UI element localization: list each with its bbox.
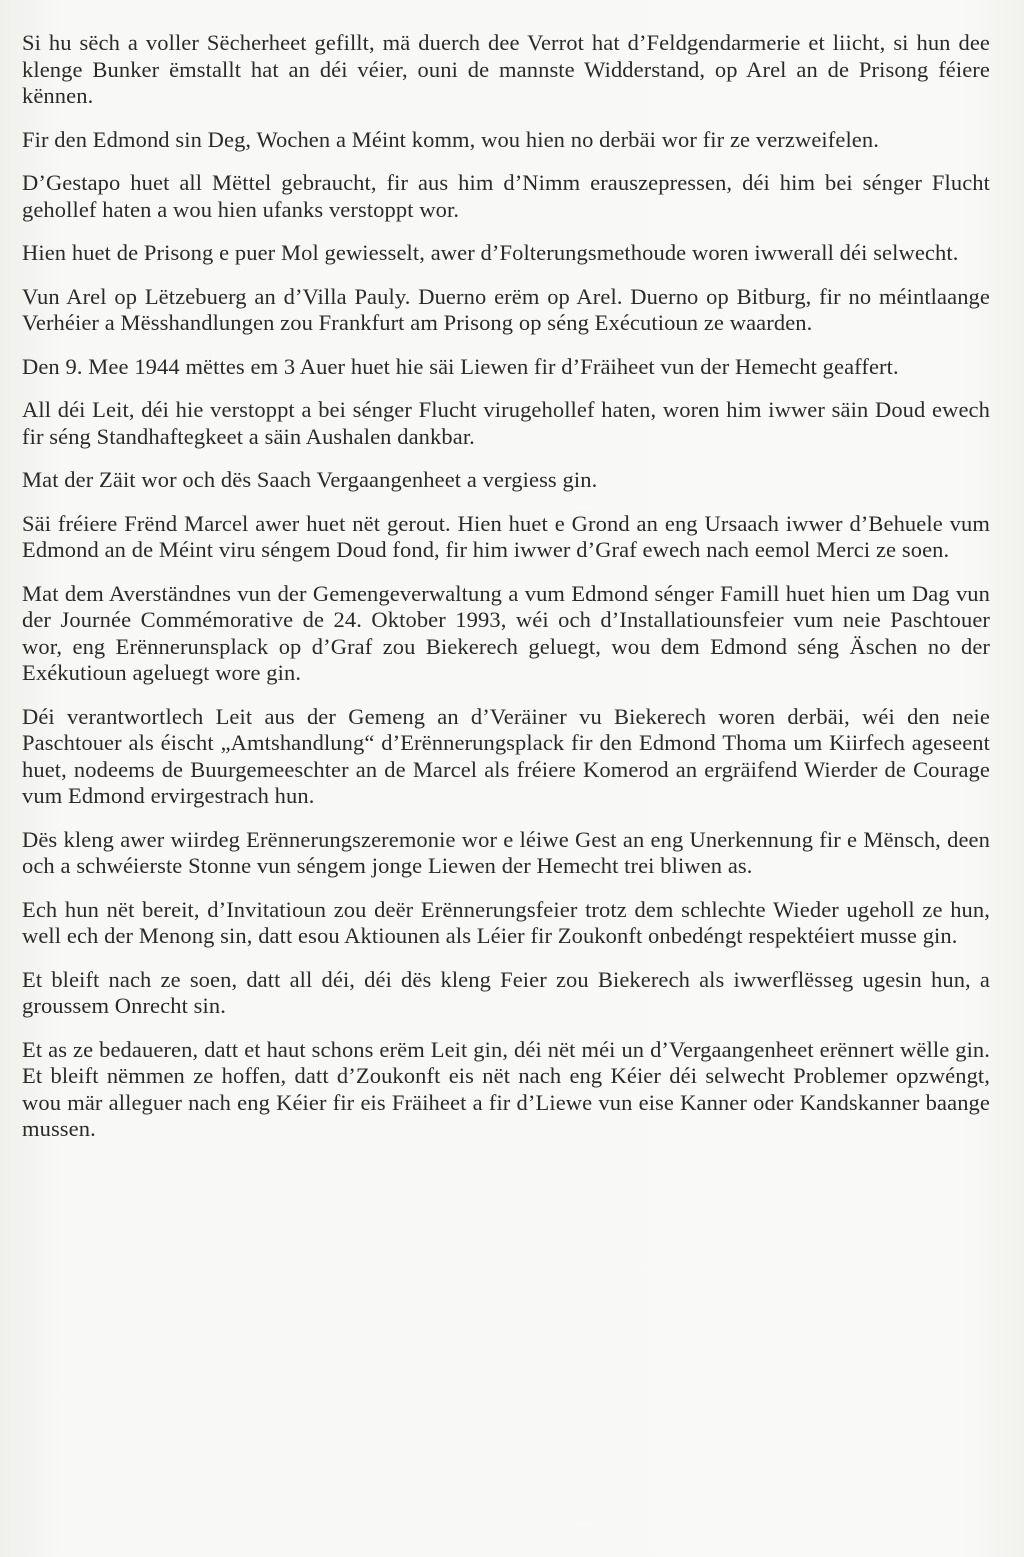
paragraph-4: Hien huet de Prisong e puer Mol gewiesselt, awer d’Folterungsmethoude woren iwwerall déi selwecht. bbox=[22, 240, 959, 265]
paragraph-7: All déi Leit, déi hie verstoppt a bei sénger Flucht virugehollef haten, woren him iwwer säin Doud ewech fir séng Standhaftegkeet a säin Aushalen dankbar. bbox=[22, 397, 990, 449]
paragraph-6: Den 9. Mee 1944 mëttes em 3 Auer huet hie säi Liewen fir d’Fräiheet vun der Hemecht geaffert. bbox=[22, 353, 899, 379]
paragraph-10: Mat dem Averständnes vun der Gemengeverwaltung a vum Edmond sénger Famill huet hien um Dag vun der Journée Commémorative de 24. Oktober 1993, wéi och d’Installatiounsfeier vum neie Paschtouer wor, eng Erënnerunsplack op d’Graf zou Biekerech geluegt, wou dem Edmond séng Äschen no der Exékutioun ageluegt wore gin. bbox=[22, 580, 990, 685]
paragraph-1: Si hu sëch a voller Sëcherheet gefillt, mä duerch dee Verrot hat d’Feldgendarmerie et liicht, si hun dee klenge Bunker ëmstallt hat an déi véier, ouni de mannste Widderstand, op Arel an de Prisong féiere kënnen. bbox=[22, 30, 990, 108]
paragraph-11: Déi verantwortlech Leit aus der Gemeng an d’Veräiner vu Biekerech woren derbäi, wéi den neie Paschtouer als éischt „Amtshandlung“ d’Erënnerungsplack fir den Edmond Thoma um Kiirfech ageseent huet, nodeems de Buurgemeeschter an de Marcel als fréiere Komerod an ergräifend Wierder de Courage vum Edmond ervirgestrach hun. bbox=[22, 703, 990, 808]
paragraph-12: Dës kleng awer wiirdeg Erënnerungszeremonie wor e léiwe Gest an eng Unerkennung fir e Mënsch, deen och a schwéierste Stonne vun séngem jonge Liewen der Hemecht trei bliwen as. bbox=[22, 826, 990, 878]
paragraph-3: D’Gestapo huet all Mëttel gebraucht, fir aus him d’Nimm erauszepressen, déi him bei sénger Flucht gehollef haten a wou hien ufanks verstoppt wor. bbox=[22, 170, 990, 222]
paragraph-13: Ech hun nët bereit, d’Invitatioun zou deër Erënnerungsfeier trotz dem schlechte Wieder ugeholl ze hun, well ech der Menong sin, datt esou Aktiounen als Léier fir Zoukonft onbedéngt respektéiert musse gin. bbox=[22, 896, 990, 948]
paragraph-5: Vun Arel op Lëtzebuerg an d’Villa Pauly. Duerno erëm op Arel. Duerno op Bitburg, fir no méintlaange Verhéier a Mësshandlungen zou Frankfurt am Prisong op séng Exécutioun ze waarden. bbox=[22, 283, 990, 335]
paragraph-15: Et as ze bedaueren, datt et haut schons erëm Leit gin, déi nët méi un d’Vergaangenheet erënnert wëlle gin. Et bleift nëmmen ze hoffen, datt d’Zoukonft eis nët nach eng Kéier déi selwecht Problemer opzwéngt, wou mär alleguer nach eng Kéier fir eis Fräiheet a fir d’Liewe vun eise Kanner oder Kandskanner baange mussen. bbox=[22, 1036, 990, 1141]
paragraph-14: Et bleift nach ze soen, datt all déi, déi dës kleng Feier zou Biekerech als iwwerflësseg ugesin hun, a groussem Onrecht sin. bbox=[22, 966, 990, 1018]
paragraph-2: Fir den Edmond sin Deg, Wochen a Méint komm, wou hien no derbäi wor fir ze verzweifelen. bbox=[22, 126, 879, 152]
paragraph-8: Mat der Zäit wor och dës Saach Vergaangenheet a vergiess gin. bbox=[22, 467, 598, 492]
paragraph-9: Säi fréiere Frënd Marcel awer huet nët gerout. Hien huet e Grond an eng Ursaach iwwer d’Behuele vum Edmond an de Méint viru séngem Doud fond, fir him iwwer d’Graf ewech nach eemol Merci ze soen. bbox=[22, 510, 990, 562]
